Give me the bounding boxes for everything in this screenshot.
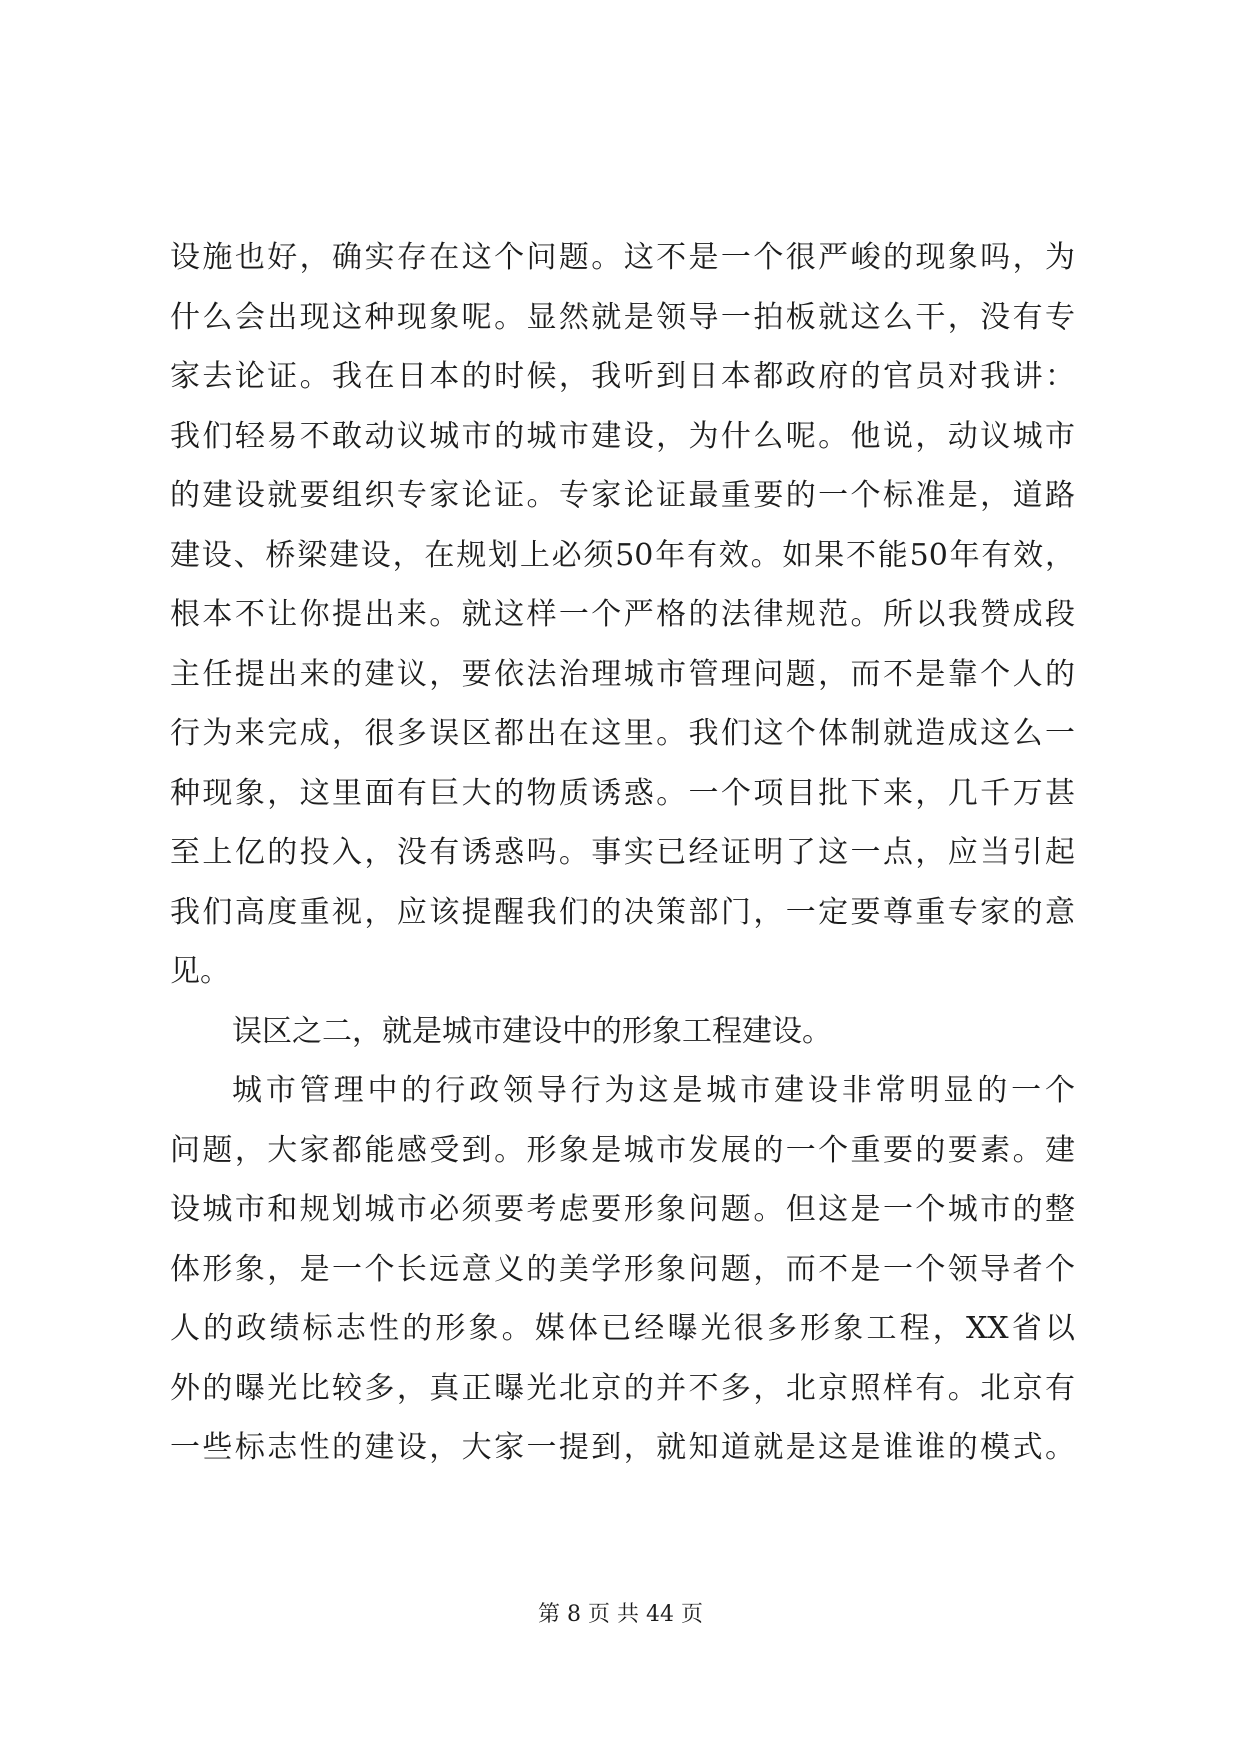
text-line: 设施也好，确实存在这个问题。这不是一个很严峻的现象吗，为: [170, 240, 1075, 275]
text-line: 人的政绩标志性的形象。媒体已经曝光很多形象工程，XX省以: [170, 1311, 1075, 1346]
text-line: 一些标志性的建设，大家一提到，就知道就是这是谁谁的模式。: [170, 1430, 1075, 1465]
text-line: 种现象，这里面有巨大的物质诱惑。一个项目批下来，几千万甚: [170, 775, 1075, 811]
text-line: 至上亿的投入，没有诱惑吗。事实已经证明了这一点，应当引起: [170, 835, 1075, 870]
text-line: 外的曝光比较多，真正曝光北京的并不多，北京照样有。北京有: [170, 1370, 1075, 1406]
text-line: 行为来完成，很多误区都出在这里。我们这个体制就造成这么一: [170, 716, 1075, 751]
text-line: 什么会出现这种现象呢。显然就是领导一拍板就这么干，没有专: [170, 299, 1075, 335]
paragraph-heading: 误区之二，就是城市建设中的形象工程建设。: [232, 1013, 832, 1049]
text-line: 设城市和规划城市必须要考虑要形象问题。但这是一个城市的整: [170, 1192, 1075, 1227]
page-number: 第 8 页 共 44 页: [538, 1602, 703, 1627]
body-text: [170, 228, 1075, 1478]
text-line: 城市管理中的行政领导行为这是城市建设非常明显的一个: [232, 1073, 1075, 1108]
text-line: 我们轻易不敢动议城市的城市建设，为什么呢。他说，动议城市: [170, 418, 1075, 454]
text-line: 建设、桥梁建设，在规划上必须50年有效。如果不能50年有效，: [170, 537, 1075, 573]
text-line: 问题，大家都能感受到。形象是城市发展的一个重要的要素。建: [170, 1132, 1075, 1168]
text-line: 见。: [170, 954, 230, 989]
text-line: 根本不让你提出来。就这样一个严格的法律规范。所以我赞成段: [170, 597, 1075, 632]
text-line: 家去论证。我在日本的时候，我听到日本都政府的官员对我讲：: [170, 359, 1075, 394]
text-line: 主任提出来的建议，要依法治理城市管理问题，而不是靠个人的: [170, 656, 1075, 692]
text-line: 我们高度重视，应该提醒我们的决策部门，一定要尊重专家的意: [170, 894, 1075, 930]
text-line: 的建设就要组织专家论证。专家论证最重要的一个标准是，道路: [170, 478, 1075, 513]
text-line: 体形象，是一个长远意义的美学形象问题，而不是一个领导者个: [170, 1251, 1075, 1287]
